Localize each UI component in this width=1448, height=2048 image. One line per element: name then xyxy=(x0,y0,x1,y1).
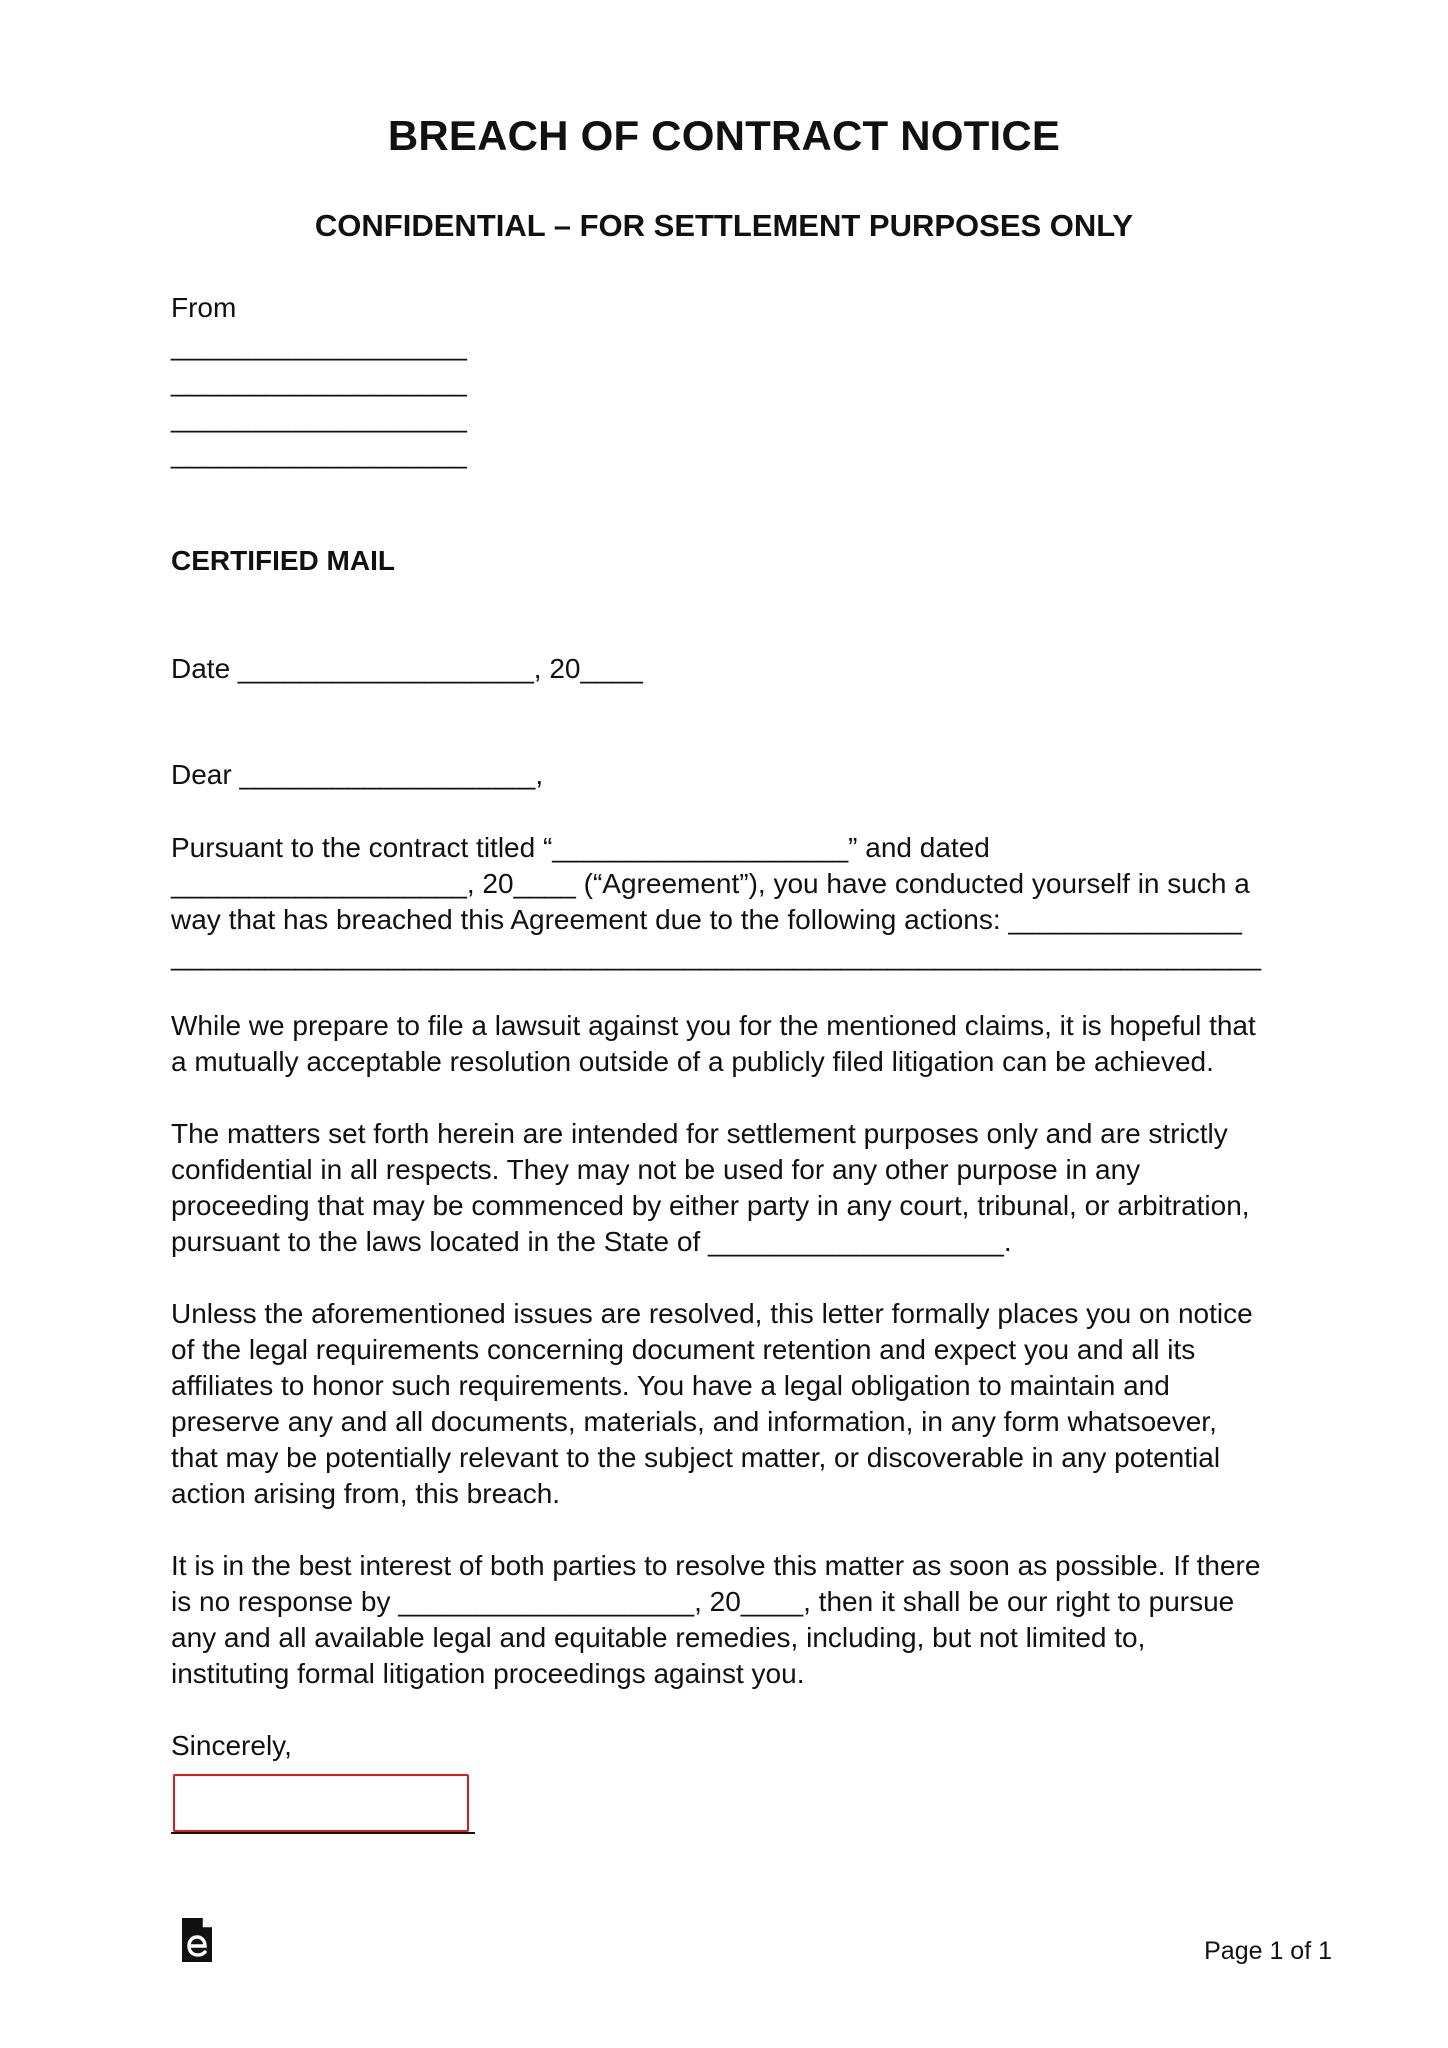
signature-field[interactable] xyxy=(173,1774,469,1832)
page-number: Page 1 of 1 xyxy=(1204,1937,1332,1965)
signature-line xyxy=(171,1832,475,1834)
document-title: BREACH OF CONTRACT NOTICE xyxy=(387,112,1061,159)
from-label: From xyxy=(171,292,237,323)
paragraph-settlement: The matters set forth herein are intended for settlement purposes only and are strictly confidential in all respects. They may not be used for any other purpose in any proceeding that may be commenced by either party in any court, tribunal, or arbitration, pursuant to the laws located in the State of ___________________. xyxy=(171,1118,1250,1257)
paragraph-lawsuit: While we prepare to file a lawsuit against you for the mentioned claims, it is hopeful that a mutually acceptable resolution outside of a publicly filed litigation can be achieved. xyxy=(171,1010,1256,1077)
from-address-lines: ___________________ ___________________ ___________________ ___________________ xyxy=(171,330,467,469)
eforms-logo-icon xyxy=(180,1916,214,1964)
paragraph-response: It is in the best interest of both parties to resolve this matter as soon as possible. If there is no response by ___________________, 20____, then it shall be our right to pursue any and all available legal and equitable remedies, including, but not limited to, instituting formal litigation proceedings against you. xyxy=(171,1550,1261,1689)
paragraph-agreement: Pursuant to the contract titled “___________________” and dated ___________________, 20____ (“Agreement”), you have conducted yourself in such a way that has breached this Agreement due to the following actions: _______________ ______________________________________________________________________ xyxy=(171,832,1262,971)
paragraph-retention: Unless the aforementioned issues are resolved, this letter formally places you on notice of the legal requirements concerning document retention and expect you and all its affiliates to honor such requirements. You have a legal obligation to maintain and preserve any and all documents, materials, and information, in any form whatsoever, that may be potentially relevant to the subject matter, or discoverable in any potential action arising from, this breach. xyxy=(171,1298,1253,1509)
document-subtitle: CONFIDENTIAL – FOR SETTLEMENT PURPOSES ONLY xyxy=(314,208,1134,243)
salutation-line: Dear ___________________, xyxy=(171,759,544,790)
certified-mail-label: CERTIFIED MAIL xyxy=(171,545,395,576)
closing-line: Sincerely, xyxy=(171,1730,292,1761)
date-line: Date ___________________, 20____ xyxy=(171,653,643,684)
